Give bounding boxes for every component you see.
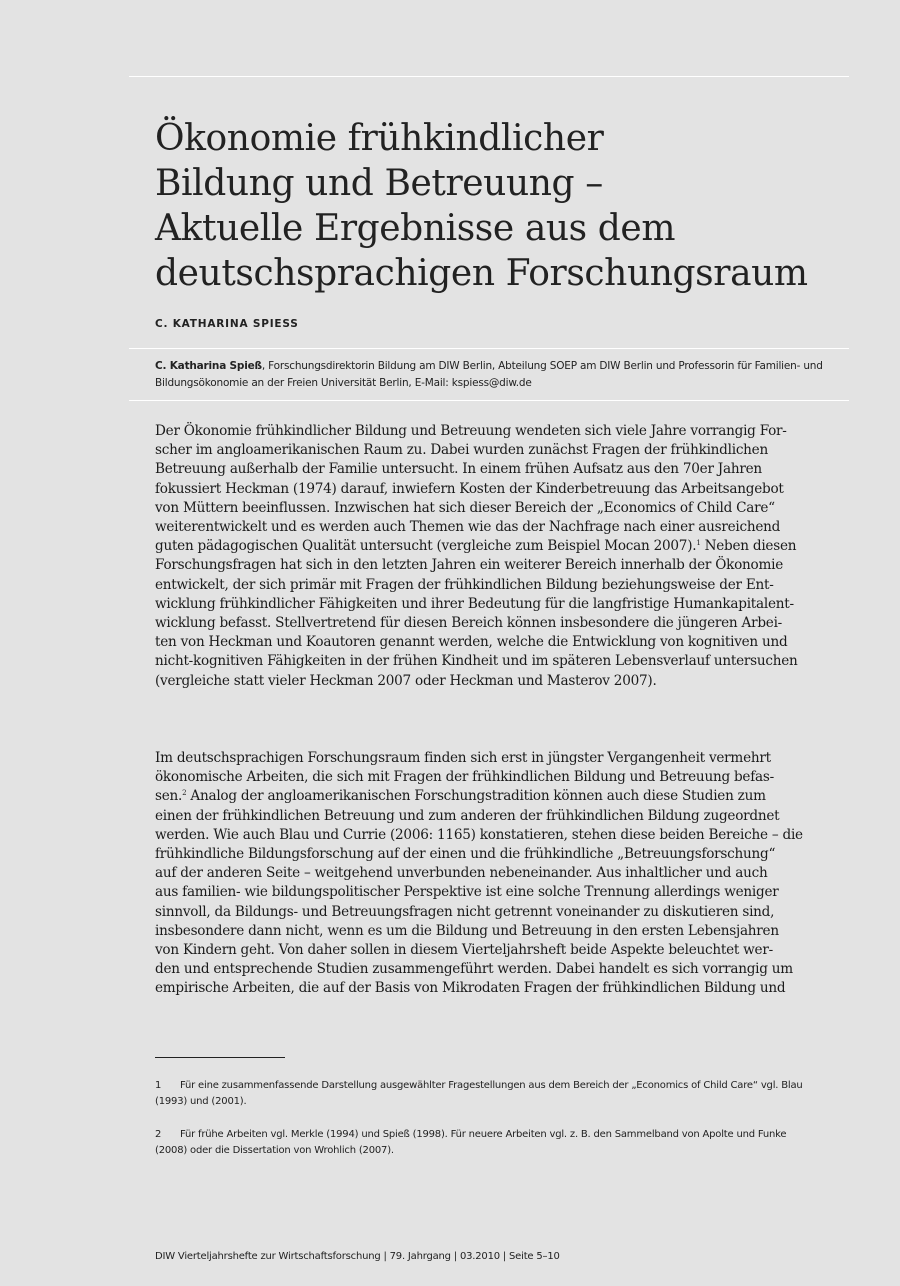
affiliation-text: , Forschungsdirektorin Bildung am DIW Berlin, Abteilung SOEP am DIW Berlin und Professorin für Familien- und [261,360,823,372]
footnote-ref-1[interactable]: 1 [696,539,701,548]
text-segment: Neben diesen [700,538,797,555]
footnote-line [155,1127,845,1143]
body-paragraph-1 [155,422,850,691]
footnote-number: 1 [155,1080,162,1091]
text-line: wicklung frühkindlicher Fähigkeiten und ihrer Bedeutung für die langfristige Humankapitalent- [155,595,794,612]
affiliation-line [155,358,845,375]
footnote-rule [155,1057,285,1058]
affiliation-name: C. Katharina Spieß [155,360,262,372]
text-line: nicht-kognitiven Fähigkeiten in der frühen Kindheit und im späteren Lebensverlauf untersuchen [155,653,798,670]
author-affiliation [155,358,845,392]
text-line: Im deutschsprachigen Forschungsraum finden sich erst in jüngster Vergangenheit vermehrt [155,750,771,766]
footnote-line [155,1078,845,1094]
footnote-number: 2 [155,1129,162,1140]
text-line: aus familien- wie bildungspolitischer Perspektive ist eine solche Trennung allerdings weniger [155,884,779,901]
text-segment: Analog der angloamerikanischen Forschungstradition können auch diese Studien zum [186,788,766,805]
footnote-text: Für frühe Arbeiten vgl. Merkle (1994) und Spieß (1998). Für neuere Arbeiten vgl. z. B. den Sammelband von Apolte und Funke [180,1129,787,1140]
text-line: scher im angloamerikanischen Raum zu. Dabei wurden zunächst Fragen der frühkindlichen [155,442,768,459]
text-line: Forschungsfragen hat sich in den letzten Jahren ein weiterer Bereich innerhalb der Ökonomie [155,557,784,574]
text-line: entwickelt, der sich primär mit Fragen der frühkindlichen Bildung beziehungsweise der Ent- [155,576,774,593]
text-line: Betreuung außerhalb der Familie untersucht. In einem frühen Aufsatz aus den 70er Jahren [155,461,762,478]
text-line: auf der anderen Seite – weitgehend unverbunden nebeneinander. Aus inhaltlicher und auch [155,865,768,882]
affiliation-rule [129,400,849,401]
text-line: einen der frühkindlichen Betreuung und zum anderen der frühkindlichen Bildung zugeordnet [155,807,780,824]
text-line: insbesondere dann nicht, wenn es um die Bildung und Betreuung in den ersten Lebensjahren [155,922,779,939]
footnote-line: (2008) oder die Dissertation von Wrohlich (2007). [155,1145,394,1156]
text-line: sinnvoll, da Bildungs- und Betreuungsfragen nicht getrennt voneinander zu diskutieren sind, [155,903,775,920]
text-line: Der Ökonomie frühkindlicher Bildung und Betreuung wendeten sich viele Jahre vorrangig For- [155,423,787,439]
title-line: Aktuelle Ergebnisse aus dem [155,208,676,249]
body-paragraph-2 [155,749,850,999]
text-line: von Kindern geht. Von daher sollen in diesem Vierteljahrsheft beide Aspekte beleuchtet wer- [155,942,773,959]
text-line: den und entsprechende Studien zusammengeführt werden. Dabei handelt es sich vorrangig um [155,961,793,978]
text-line: empirische Arbeiten, die auf der Basis von Mikrodaten Fragen der frühkindlichen Bildung und [155,980,786,997]
text-segment: guten pädagogischen Qualität untersucht (vergleiche zum Beispiel Mocan 2007). [155,538,697,555]
article-title [155,116,855,296]
footnote-1 [155,1078,845,1110]
footnote-2 [155,1127,845,1159]
text-line [155,537,850,556]
author-name: C. KATHARINA SPIESS [155,318,299,330]
text-line: (vergleiche statt vieler Heckman 2007 oder Heckman und Masterov 2007). [155,672,657,689]
footnote-text: Für eine zusammenfassende Darstellung ausgewählter Fragestellungen aus dem Bereich der „Economics of Child Care“ vgl. Blau [180,1080,803,1091]
text-line: wicklung befasst. Stellvertretend für diesen Bereich können insbesondere die jüngeren Arbei- [155,615,783,632]
page-footer: DIW Vierteljahrshefte zur Wirtschaftsforschung | 79. Jahrgang | 03.2010 | Seite 5–10 [155,1251,560,1262]
text-line: weiterentwickelt und es werden auch Themen wie das der Nachfrage nach einer ausreichend [155,519,781,536]
title-line: Bildung und Betreuung – [155,163,603,204]
text-line: werden. Wie auch Blau und Currie (2006: 1165) konstatieren, stehen diese beiden Bereiche – die [155,826,803,843]
text-line: frühkindliche Bildungsforschung auf der einen und die frühkindliche „Betreuungsforschung“ [155,846,776,863]
author-rule [129,348,849,349]
footnote-line: (1993) und (2001). [155,1096,247,1107]
text-line: ökonomische Arbeiten, die sich mit Fragen der frühkindlichen Bildung und Betreuung befas- [155,769,774,786]
title-line: deutschsprachigen Forschungsraum [155,253,808,294]
text-segment: sen. [155,788,183,805]
top-rule [129,76,849,77]
footnote-ref-2[interactable]: 2 [182,789,187,798]
affiliation-line: Bildungsökonomie an der Freien Universität Berlin, E-Mail: kspiess@diw.de [155,377,532,389]
text-line: von Müttern beeinflussen. Inzwischen hat sich dieser Bereich der „Economics of Child Care“ [155,499,775,516]
text-line: fokussiert Heckman (1974) darauf, inwiefern Kosten der Kinderbetreuung das Arbeitsangebot [155,480,784,497]
text-line [155,787,850,806]
text-line: ten von Heckman und Koautoren genannt werden, welche die Entwicklung von kognitiven und [155,634,788,651]
title-line: Ökonomie frühkindlicher [155,118,604,159]
